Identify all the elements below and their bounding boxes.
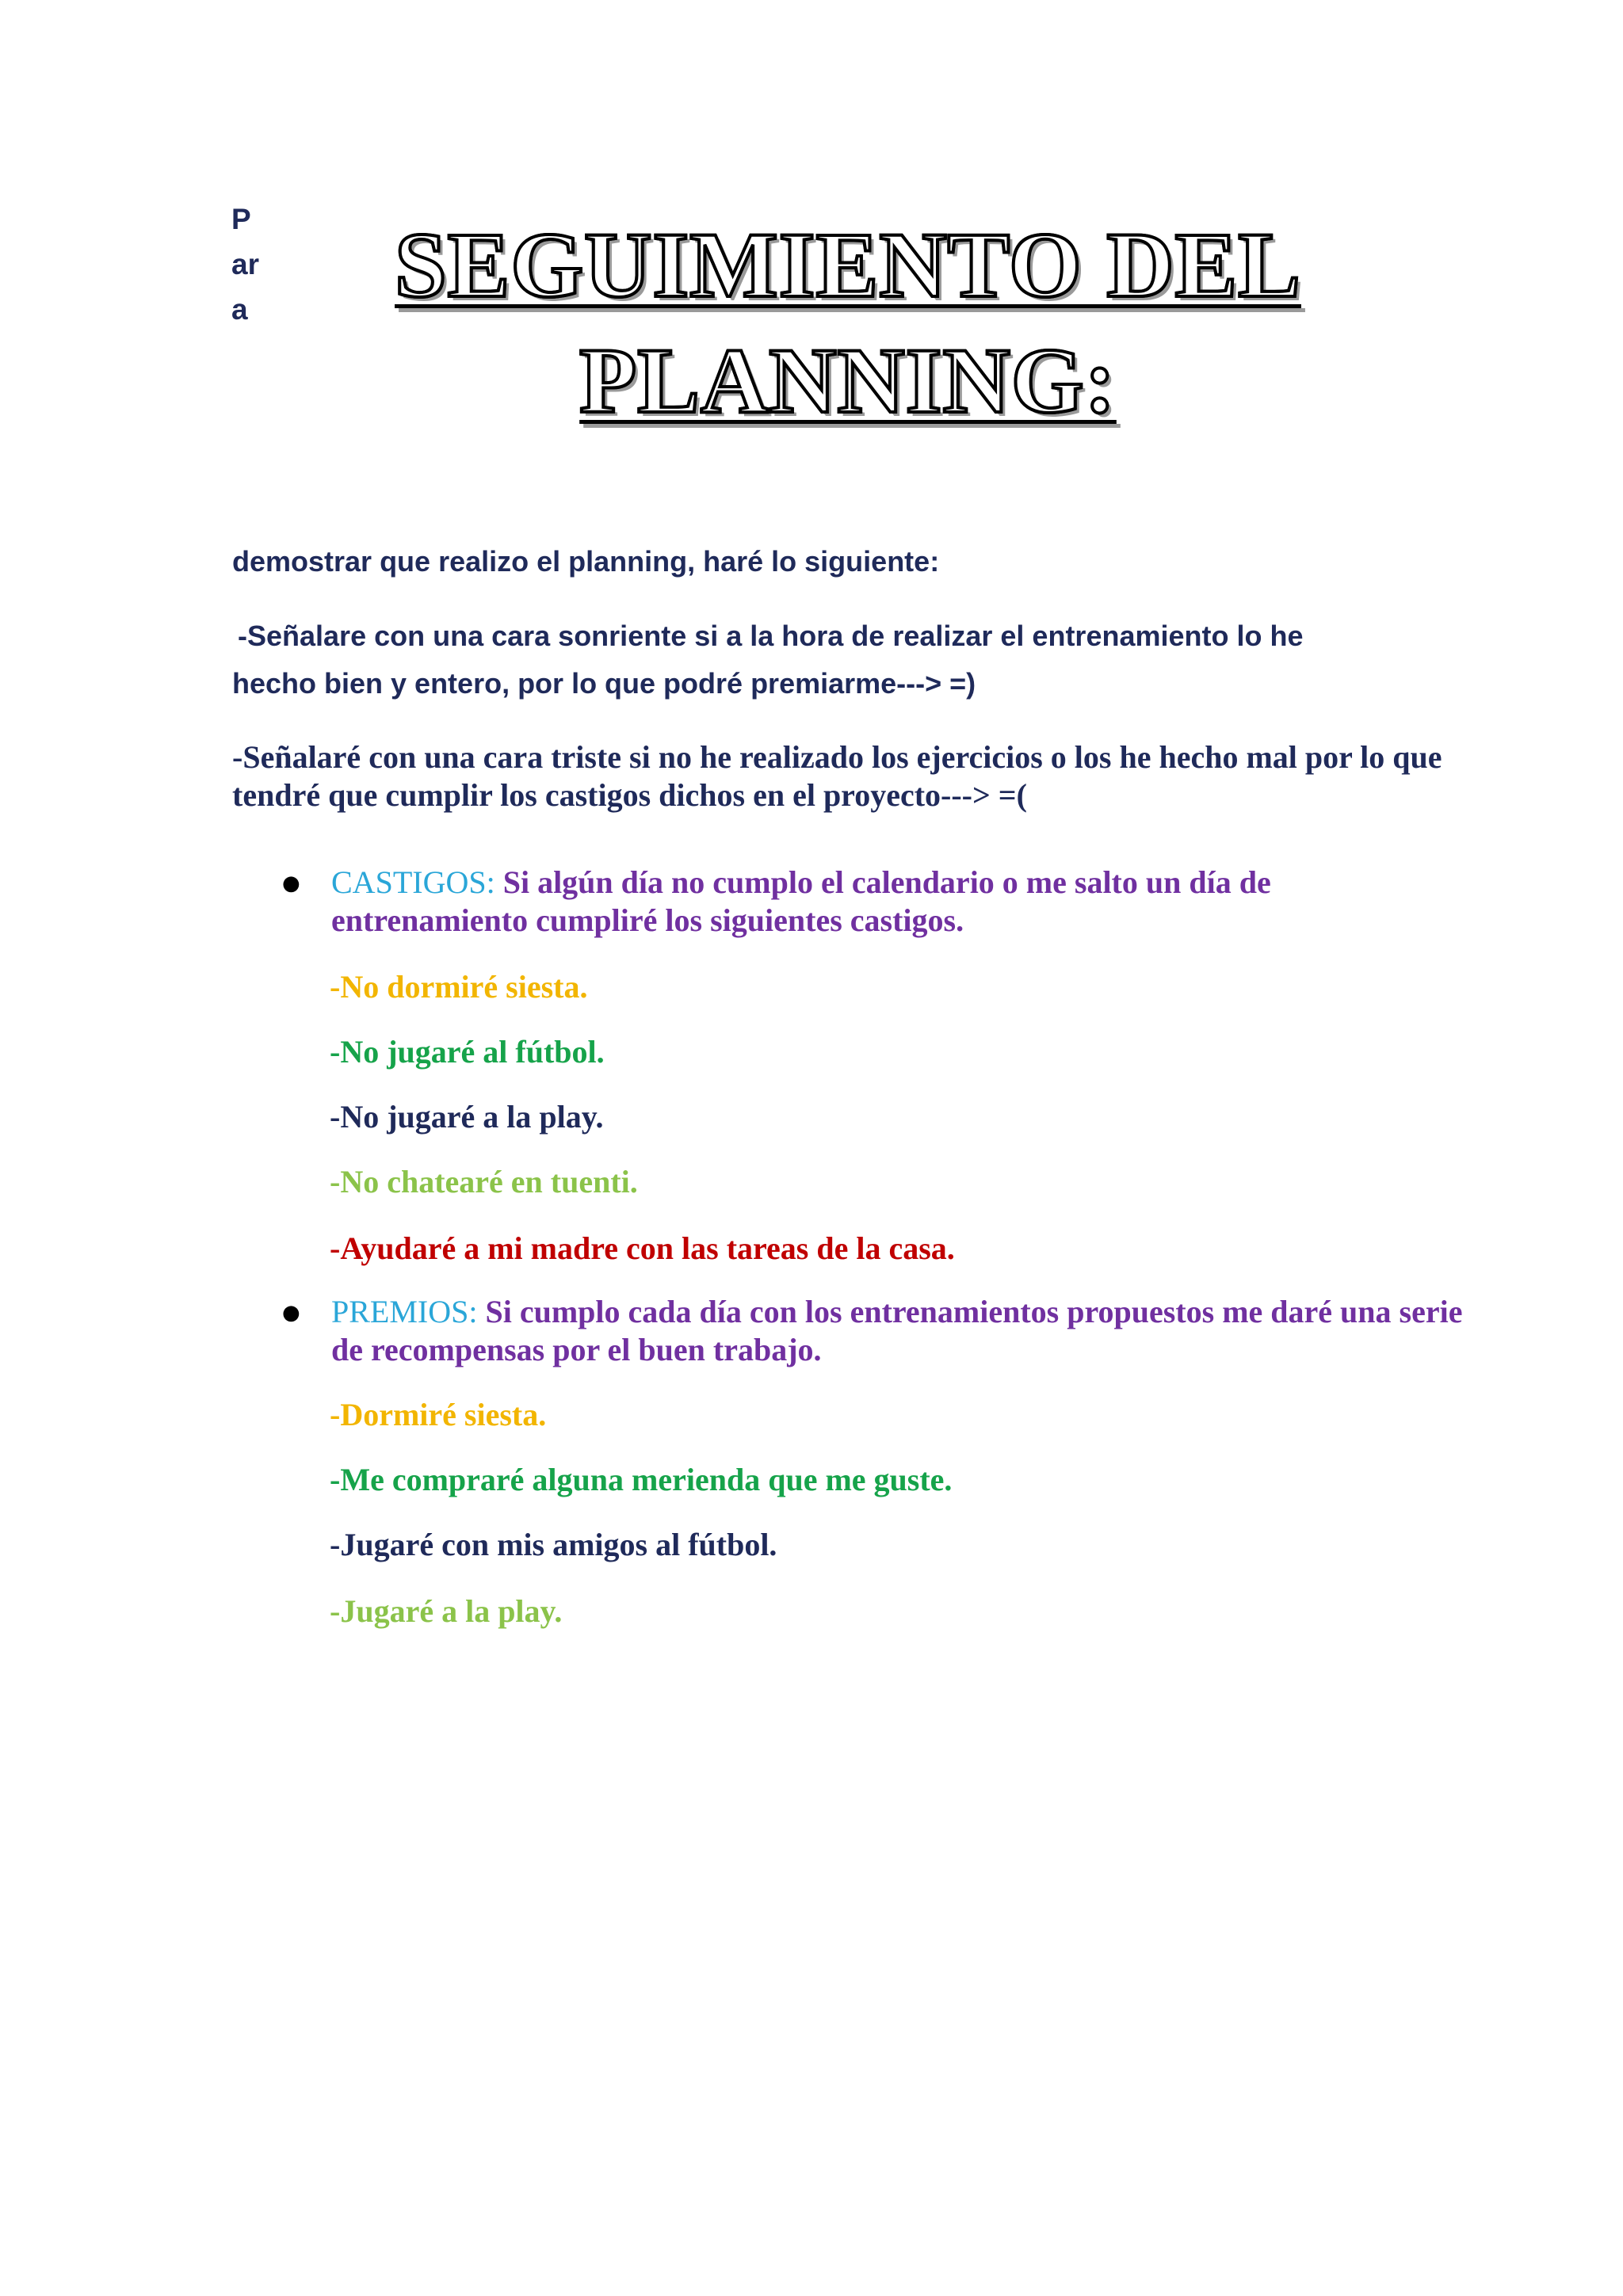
side-letter-ar: ar <box>231 248 259 280</box>
castigo-item-3: -No jugaré a la play. <box>330 1099 604 1135</box>
premio-item-4: -Jugaré a la play. <box>330 1593 563 1629</box>
side-letter-a: a <box>231 293 248 326</box>
side-letter-p: P <box>231 203 251 235</box>
premio-item-2: -Me compraré alguna merienda que me guste. <box>330 1462 953 1497</box>
premio-item-3: -Jugaré con mis amigos al fútbol. <box>330 1527 777 1562</box>
bullet-premios: ● <box>282 1301 300 1325</box>
page-title <box>238 208 1458 439</box>
castigo-item-2: -No jugaré al fútbol. <box>330 1034 605 1070</box>
title-line-2: PLANNING: <box>579 329 1117 433</box>
intro-text: demostrar que realizo el planning, haré lo siguiente: <box>232 545 940 578</box>
castigo-item-4: -No chatearé en tuenti. <box>330 1164 638 1199</box>
bullet-castigos: ● <box>282 871 300 895</box>
premios-text: Si cumplo cada día con los entrenamientos propuestos me daré una serie de recompensas por el buen trabajo. <box>331 1294 1463 1367</box>
castigos-text: Si algún día no cumplo el calendario o me salto un día de entrenamiento cumpliré los siguientes castigos. <box>331 864 1271 938</box>
smile-line-1: -Señalare con una cara sonriente si a la hora de realizar el entrenamiento lo he <box>238 620 1304 652</box>
castigos-heading: CASTIGOS: <box>331 864 495 900</box>
castigos-paragraph <box>331 864 1472 940</box>
title-line-1: SEGUIMIENTO DEL <box>395 213 1301 317</box>
castigo-item-1: -No dormiré siesta. <box>330 969 588 1005</box>
premios-paragraph <box>331 1293 1472 1369</box>
premio-item-1: -Dormiré siesta. <box>330 1397 547 1432</box>
premios-heading: PREMIOS: <box>331 1294 478 1329</box>
smile-line-2: hecho bien y entero, por lo que podré premiarme---> =) <box>232 667 976 700</box>
castigo-item-5: -Ayudaré a mi madre con las tareas de la casa. <box>330 1230 955 1266</box>
sad-paragraph: -Señalaré con una cara triste si no he realizado los ejercicios o los he hecho mal por lo que tendré que cumplir los castigos dichos en el proyecto---> =( <box>232 739 1442 813</box>
